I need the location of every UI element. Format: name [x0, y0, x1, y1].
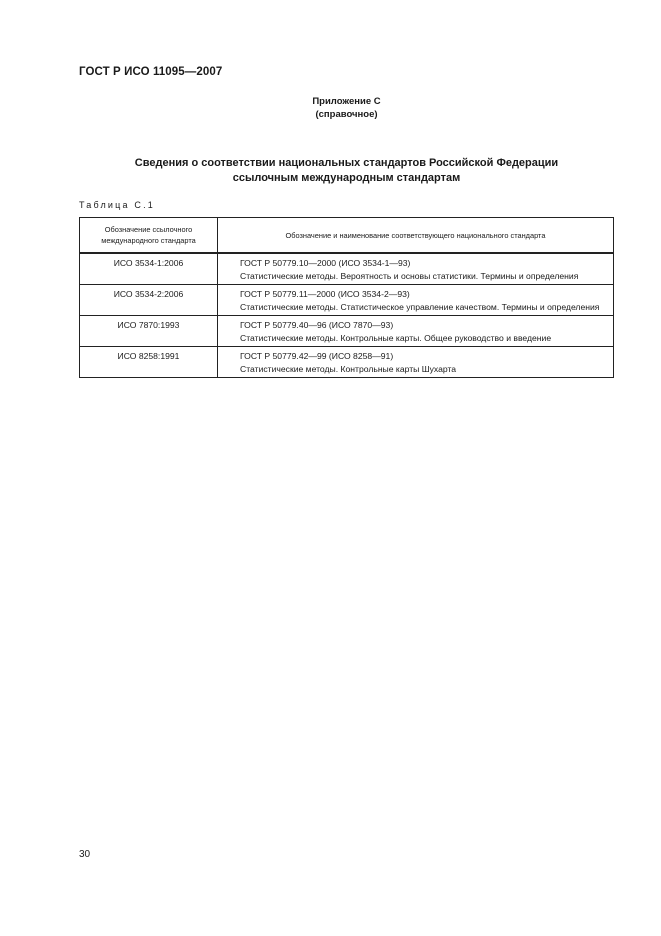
iso-standard-cell: ИСО 7870:1993 — [80, 316, 218, 347]
national-standard-title: Статистические методы. Статистическое управление качеством. Термины и определения — [240, 301, 600, 312]
national-standard-code: ГОСТ Р 50779.11—2000 (ИСО 3534-2—93) — [240, 289, 410, 299]
table-row — [80, 285, 614, 316]
national-standard-code: ГОСТ Р 50779.10—2000 (ИСО 3534-1—93) — [240, 258, 411, 268]
national-standard-title: Статистические методы. Контрольные карты Шухарта — [240, 363, 457, 374]
annex-subtitle: (справочное) — [315, 109, 378, 120]
section-heading-line-2: ссылочным международным стандартам — [232, 172, 461, 184]
correspondence-table — [79, 217, 614, 378]
table-header-row — [80, 218, 614, 254]
document-code: ГОСТ Р ИСО 11095—2007 — [79, 66, 223, 78]
national-standard-title: Статистические методы. Контрольные карты. Общее руководство и введение — [240, 332, 552, 343]
iso-standard-cell: ИСО 3534-1:2006 — [80, 253, 218, 285]
national-standard-cell — [218, 347, 614, 378]
column-header-international: Обозначение ссылочного международного стандарта — [80, 218, 218, 254]
iso-standard-cell: ИСО 3534-2:2006 — [80, 285, 218, 316]
iso-standard-cell: ИСО 8258:1991 — [80, 347, 218, 378]
national-standard-title: Статистические методы. Вероятность и основы статистики. Термины и определения — [240, 270, 579, 281]
table-row — [80, 253, 614, 285]
section-heading — [0, 156, 661, 186]
column-header-national: Обозначение и наименование соответствующего национального стандарта — [218, 218, 614, 254]
national-standard-cell — [218, 285, 614, 316]
national-standard-cell — [218, 316, 614, 347]
section-heading-line-1: Сведения о соответствии национальных стандартов Российской Федерации — [134, 157, 559, 169]
national-standard-code: ГОСТ Р 50779.40—96 (ИСО 7870—93) — [240, 320, 394, 330]
annex-block — [0, 95, 661, 121]
annex-title: Приложение С — [312, 96, 381, 107]
page-number: 30 — [79, 849, 91, 860]
table-label: Таблица С.1 — [79, 200, 155, 210]
national-standard-code: ГОСТ Р 50779.42—99 (ИСО 8258—91) — [240, 351, 394, 361]
table-row — [80, 316, 614, 347]
national-standard-cell — [218, 253, 614, 285]
table-row — [80, 347, 614, 378]
